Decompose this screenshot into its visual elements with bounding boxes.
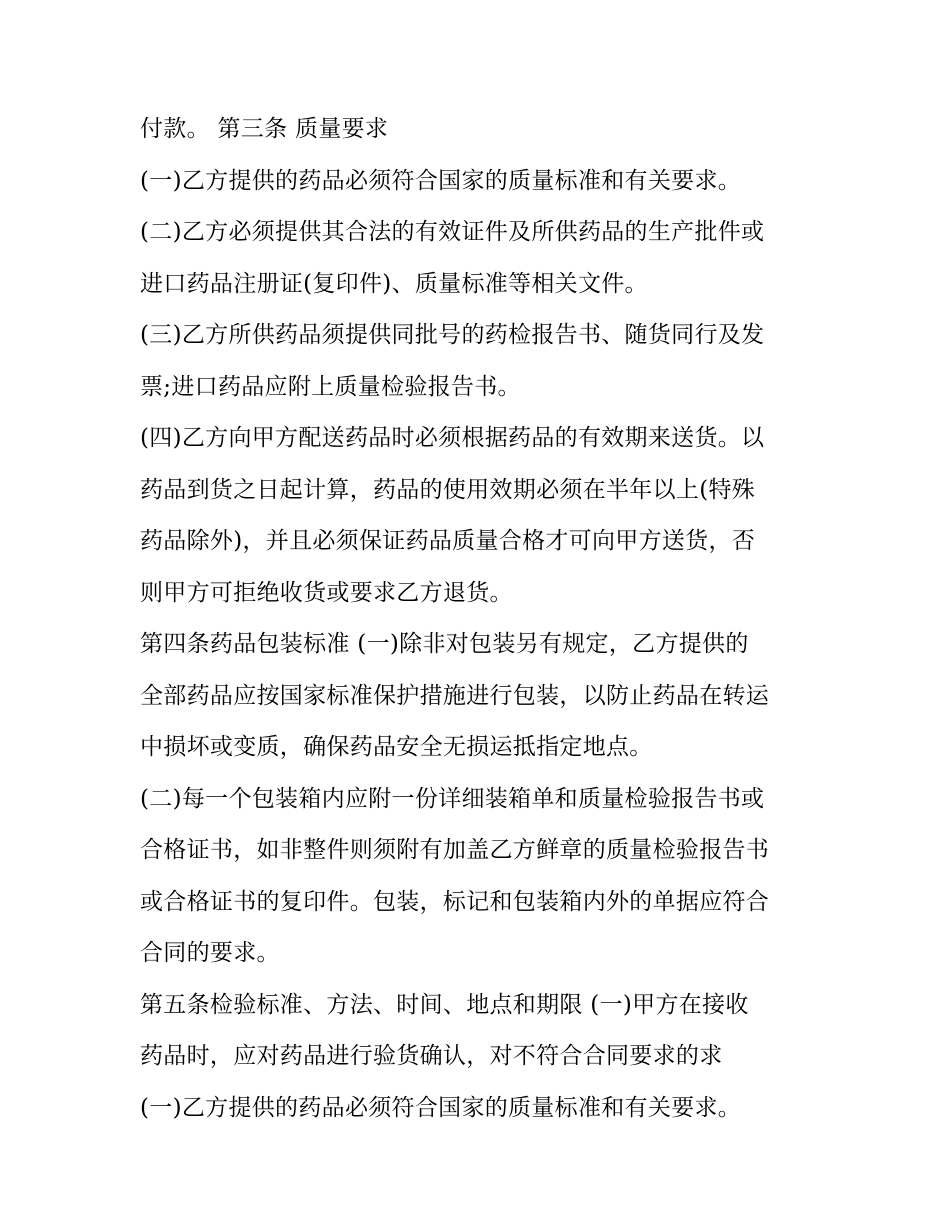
text-line: 药品时，应对药品进行验货确认，对不符合合同要求的求	[140, 1043, 723, 1069]
text-line: 票;进口药品应附上质量检验报告书。	[140, 373, 521, 400]
text-line: 中损坏或变质，确保药品安全无损运抵指定地点。	[140, 734, 653, 760]
text-line: 则甲方可拒绝收货或要求乙方退货。	[140, 579, 513, 606]
text-line: 第四条药品包装标准 (一)除非对包装另有规定，乙方提供的	[140, 631, 749, 657]
text-line: 药品除外)，并且必须保证药品质量合格才可向甲方送货，否	[140, 528, 756, 554]
text-line: 合格证书，如非整件则须附有加盖乙方鲜章的质量检验报告书	[140, 837, 770, 863]
text-line: 进口药品注册证(复印件)、质量标准等相关文件。	[140, 270, 648, 297]
text-line: 全部药品应按国家标准保护措施进行包装，以防止药品在转运	[140, 682, 770, 709]
text-line: 合同的要求。	[140, 940, 280, 966]
text-line: 或合格证书的复印件。包装，标记和包装箱内外的单据应符合	[140, 888, 770, 915]
document-body	[140, 104, 830, 1134]
text-line: (二)乙方必须提供其合法的有效证件及所供药品的生产批件或	[140, 219, 765, 245]
text-line: (一)乙方提供的药品必须符合国家的质量标准和有关要求。	[140, 167, 742, 194]
text-line: (四)乙方向甲方配送药品时必须根据药品的有效期来送货。以	[140, 425, 765, 451]
text-line: 药品到货之日起计算，药品的使用效期必须在半年以上(特殊	[140, 476, 756, 503]
text-line: (一)乙方提供的药品必须符合国家的质量标准和有关要求。	[140, 1094, 742, 1121]
text-line: (三)乙方所供药品须提供同批号的药检报告书、随货同行及发	[140, 322, 765, 348]
text-line: (二)每一个包装箱内应附一份详细装箱单和质量检验报告书或	[140, 785, 765, 812]
text-line: 第五条检验标准、方法、时间、地点和期限 (一)甲方在接收	[140, 991, 749, 1018]
text-line: 付款。 第三条 质量要求	[140, 116, 389, 142]
